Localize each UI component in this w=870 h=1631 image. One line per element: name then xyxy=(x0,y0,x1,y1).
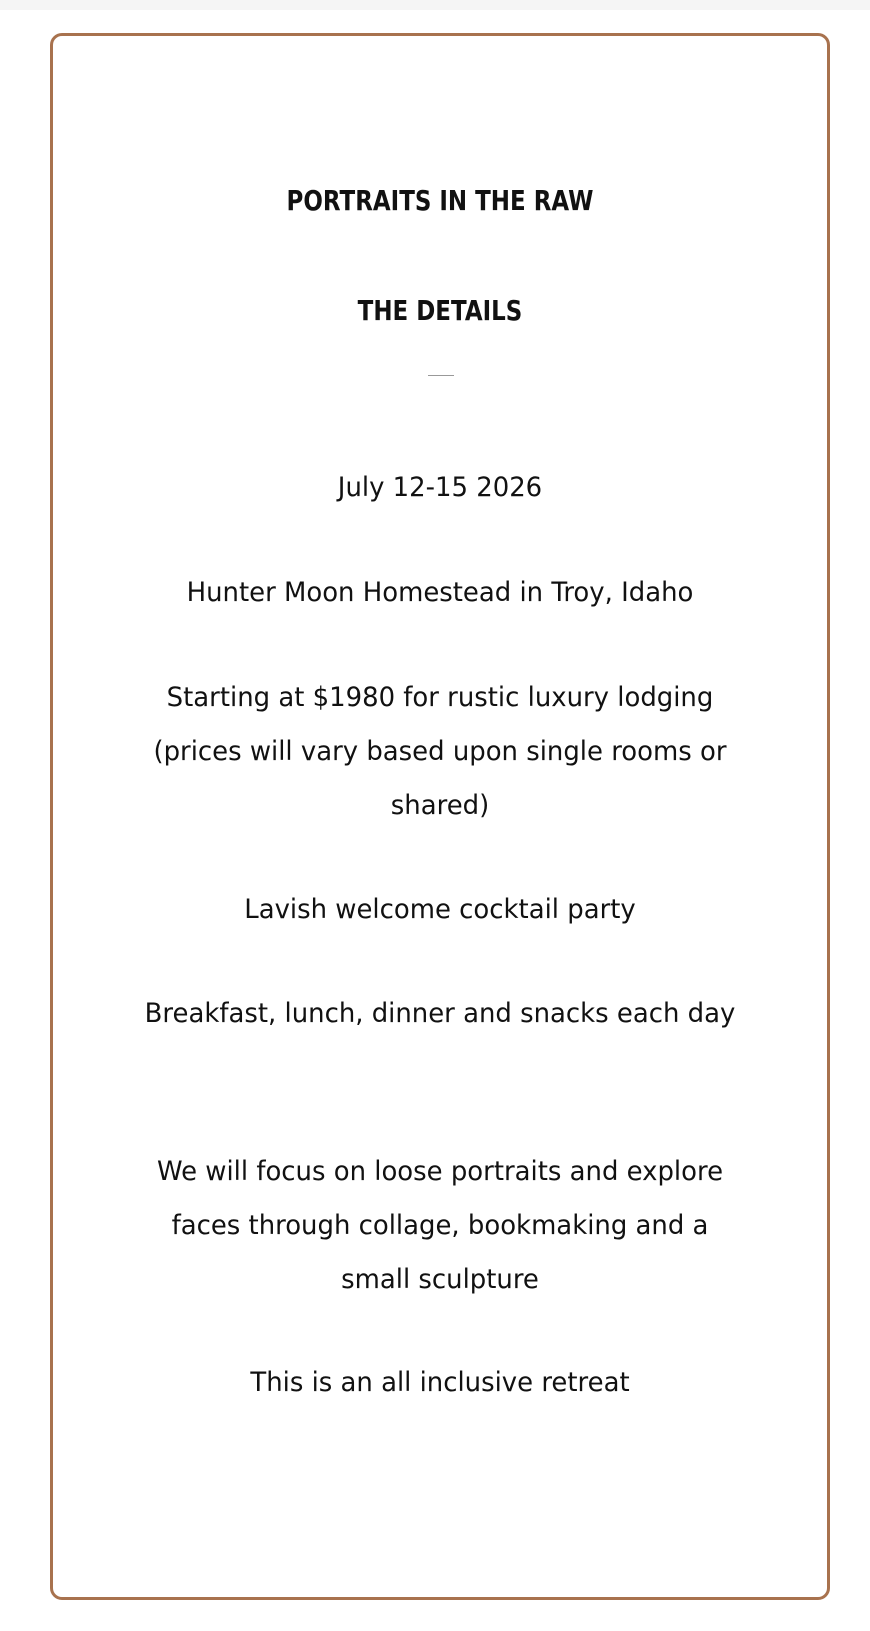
detail-meals: Breakfast, lunch, dinner and snacks each day xyxy=(144,998,736,1029)
detail-all-inclusive: This is an all inclusive retreat xyxy=(250,1367,630,1398)
details-card xyxy=(50,33,830,1600)
detail-dates: July 12-15 2026 xyxy=(337,472,543,503)
details-heading: THE DETAILS xyxy=(357,294,523,327)
detail-location: Hunter Moon Homestead in Troy, Idaho xyxy=(186,577,694,608)
detail-focus: We will focus on loose portraits and explore faces through collage, bookmaking and a small sculpture xyxy=(156,1156,724,1295)
retreat-title: PORTRAITS IN THE RAW xyxy=(286,184,594,217)
detail-pricing: Starting at $1980 for rustic luxury lodging (prices will vary based upon single rooms or shared) xyxy=(153,682,727,821)
top-strip xyxy=(0,0,870,10)
heading-divider xyxy=(428,375,454,376)
detail-welcome-party: Lavish welcome cocktail party xyxy=(244,894,636,925)
